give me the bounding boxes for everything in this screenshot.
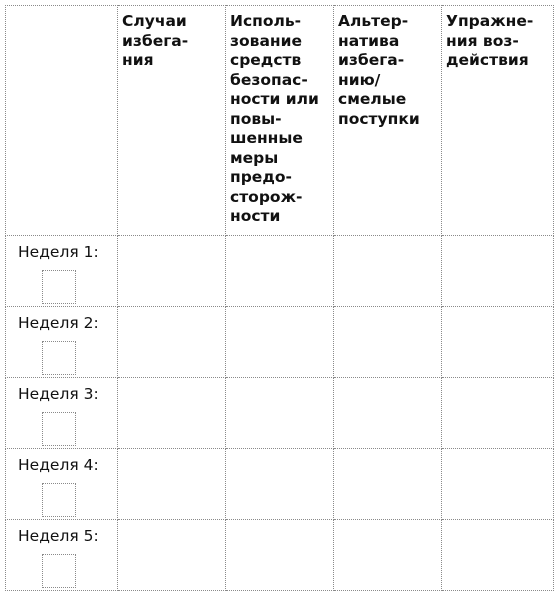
entry-cell-exposure-w3[interactable] — [442, 378, 554, 449]
entry-cell-safety-w4[interactable] — [226, 449, 334, 520]
week-checkbox-3[interactable] — [42, 412, 76, 446]
week-checkbox-2[interactable] — [42, 341, 76, 375]
entry-cell-safety-w5[interactable] — [226, 520, 334, 591]
header-avoidance-cases: Случаи избега- ния — [118, 6, 226, 236]
entry-cell-exposure-w4[interactable] — [442, 449, 554, 520]
header-brave-alternatives: Альтер- натива избега- нию/ смелые поступки — [334, 6, 442, 236]
entry-cell-exposure-w5[interactable] — [442, 520, 554, 591]
header-row — [6, 6, 554, 236]
week-label-2: Неделя 2: — [18, 314, 99, 332]
week-cell-3 — [6, 378, 118, 449]
entry-cell-brave-w3[interactable] — [334, 378, 442, 449]
entry-cell-brave-w5[interactable] — [334, 520, 442, 591]
week-label-1: Неделя 1: — [18, 243, 99, 261]
week-label-5: Неделя 5: — [18, 527, 99, 545]
entry-cell-safety-w1[interactable] — [226, 236, 334, 307]
entry-cell-avoidance-w2[interactable] — [118, 307, 226, 378]
entry-cell-avoidance-w3[interactable] — [118, 378, 226, 449]
week-label-4: Неделя 4: — [18, 456, 99, 474]
week-cell-1 — [6, 236, 118, 307]
entry-cell-brave-w4[interactable] — [334, 449, 442, 520]
entry-cell-exposure-w1[interactable] — [442, 236, 554, 307]
entry-cell-exposure-w2[interactable] — [442, 307, 554, 378]
week-row-5 — [6, 520, 554, 591]
week-checkbox-1[interactable] — [42, 270, 76, 304]
week-label-3: Неделя 3: — [18, 385, 99, 403]
week-cell-5 — [6, 520, 118, 591]
week-cell-4 — [6, 449, 118, 520]
header-exposure-exercises: Упражне- ния воз- действия — [442, 6, 554, 236]
week-row-3 — [6, 378, 554, 449]
entry-cell-brave-w2[interactable] — [334, 307, 442, 378]
header-safety-behaviors: Исполь- зование средств безопас- ности или повы- шенные меры предо- сторож- ности — [226, 6, 334, 236]
entry-cell-avoidance-w1[interactable] — [118, 236, 226, 307]
week-row-1 — [6, 236, 554, 307]
week-checkbox-5[interactable] — [42, 554, 76, 588]
week-cell-2 — [6, 307, 118, 378]
entry-cell-safety-w2[interactable] — [226, 307, 334, 378]
entry-cell-avoidance-w4[interactable] — [118, 449, 226, 520]
entry-cell-brave-w1[interactable] — [334, 236, 442, 307]
week-row-2 — [6, 307, 554, 378]
entry-cell-avoidance-w5[interactable] — [118, 520, 226, 591]
entry-cell-safety-w3[interactable] — [226, 378, 334, 449]
header-corner-cell — [6, 6, 118, 236]
exposure-tracker-table — [5, 5, 554, 591]
week-row-4 — [6, 449, 554, 520]
week-checkbox-4[interactable] — [42, 483, 76, 517]
